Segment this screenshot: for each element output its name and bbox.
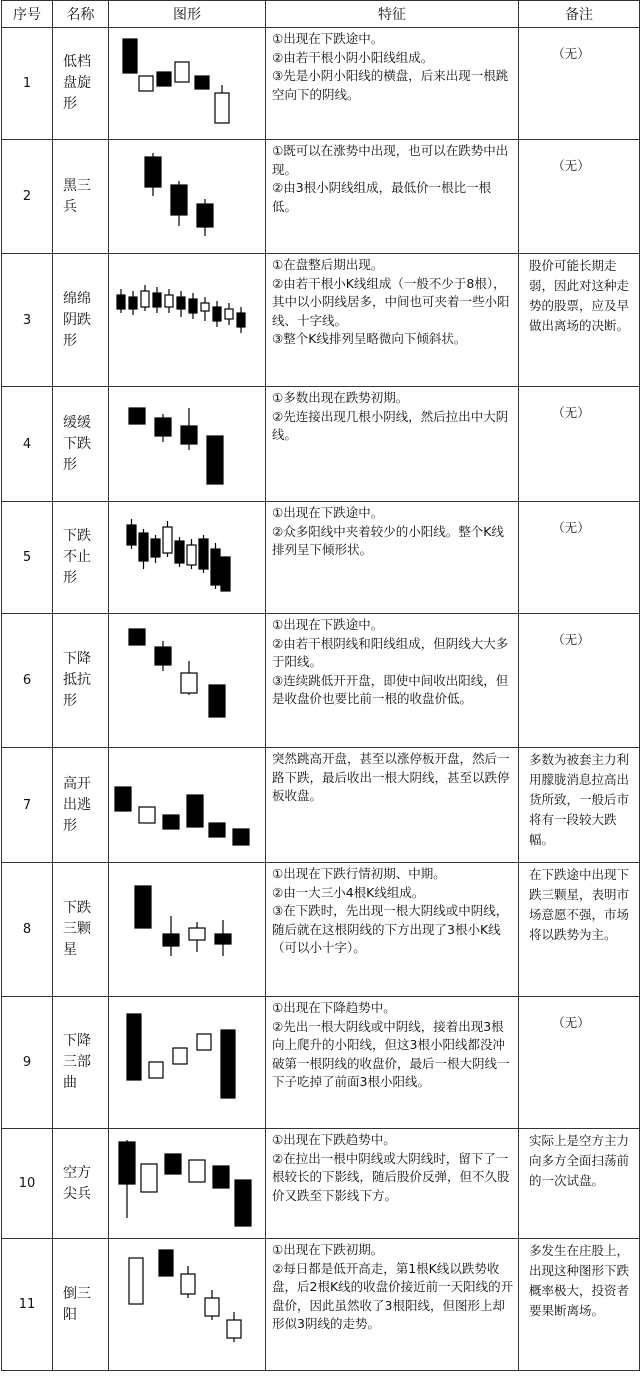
bearish-candle <box>155 647 171 665</box>
pattern-name-cell <box>53 748 109 863</box>
pattern-name-cell <box>53 1129 109 1239</box>
features-cell <box>266 748 519 863</box>
note-text: （无） <box>552 158 590 173</box>
bearish-candle <box>153 293 161 307</box>
bullish-candle <box>197 1034 211 1050</box>
features-cell <box>266 140 519 254</box>
bullish-candle <box>225 309 233 319</box>
row-number: 8 <box>2 863 53 997</box>
pattern-row <box>2 863 640 997</box>
feature-line: ②先出一根大阴线或中阴线，接着出现3根向上爬升的小阳线，但这3根小阳线都没冲破第一根阴线的收盘价，最后一根大阴线一下子吃掉了前面3根小阳线。 <box>272 1018 510 1089</box>
features-cell <box>266 1239 519 1371</box>
bullish-candle <box>141 291 149 307</box>
pattern-name: 黑三兵 <box>63 177 91 215</box>
figure-cell <box>109 863 266 997</box>
bearish-candle <box>127 1014 141 1080</box>
feature-line: ②在拉出一根中阴线或大阴线时，留下了一根较长的下影线，随后股价反弹，但不久股价又跌至下影线下方。 <box>272 1150 510 1203</box>
bullish-candle <box>215 93 229 123</box>
bullish-candle <box>165 295 173 307</box>
bearish-candle <box>237 313 245 327</box>
pattern-name-cell <box>53 1239 109 1371</box>
note-text: 在下跌途中出现下跌三颗星，表明市场意愿不强，市场将以跌势为主。 <box>529 867 630 942</box>
feature-line: ③整个K线排列呈略微向下倾斜状。 <box>272 331 467 346</box>
bullish-candle <box>163 527 172 553</box>
bearish-candle <box>123 39 137 73</box>
bearish-candle <box>187 795 203 827</box>
feature-line: 突然跳高开盘，甚至以涨停板开盘，然后一路下跌，最后收出一根大阴线，甚至以跌停板收盘。 <box>272 751 510 803</box>
bullish-candle <box>227 1320 241 1338</box>
pattern-name: 高开出逃形 <box>63 775 91 834</box>
features-cell <box>266 387 519 502</box>
figure-cell <box>109 614 266 748</box>
note-text: 多发生在庄股上，出现这种图形下跌概率极大，投资者要果断离场。 <box>529 1243 630 1318</box>
bearish-candle <box>209 685 225 717</box>
features-cell <box>266 997 519 1129</box>
pattern-name: 下跌三颗星 <box>63 900 91 958</box>
figure-cell <box>109 254 266 387</box>
row-number: 4 <box>2 387 53 502</box>
feature-line: ②由3根小阴线组成，最低价一根比一根低。 <box>272 180 492 214</box>
row-number: 3 <box>2 254 53 387</box>
note-text: （无） <box>552 405 590 420</box>
bearish-candle <box>213 307 221 321</box>
feature-line: ①既可以在涨势中出现，也可以在跌势中出现。 <box>272 143 509 177</box>
pattern-name: 下降抵抗形 <box>63 651 91 709</box>
notes-cell <box>519 1129 640 1239</box>
pattern-name: 下降三部曲 <box>63 1033 91 1091</box>
feature-line: ③连续跳低开开盘，即使中间收出阳线，但是收盘价也要比前一根的收盘价低。 <box>272 672 509 706</box>
header-features: 特征 <box>266 1 519 28</box>
row-number: 1 <box>2 28 53 140</box>
pattern-name-cell <box>53 140 109 254</box>
features-cell <box>266 614 519 748</box>
feature-line: ②众多阳线中夹着较少的小阳线。整个K线排列呈下倾形状。 <box>272 523 504 557</box>
bearish-candle <box>139 533 148 561</box>
candlestick-figure <box>109 615 264 747</box>
note-text: 实际上是空方主力向多方全面扫荡前的一次试盘。 <box>529 1133 630 1188</box>
pattern-name-cell <box>53 28 109 140</box>
notes-cell <box>519 748 640 863</box>
bearish-candle <box>119 1142 135 1184</box>
bearish-candle <box>157 72 171 86</box>
bearish-candle <box>207 436 223 484</box>
pattern-name: 低档盘旋形 <box>63 54 91 112</box>
bullish-candle <box>205 1298 219 1316</box>
bearish-candle <box>197 204 213 227</box>
figure-cell <box>109 748 266 863</box>
bullish-candle <box>139 807 155 823</box>
bearish-candle <box>177 297 185 309</box>
pattern-row <box>2 502 640 614</box>
notes-cell <box>519 997 640 1129</box>
feature-line: ③先是小阴小阳线的横盘，后来出现一根跳空向下的阴线。 <box>272 68 509 102</box>
candlestick-figure <box>109 388 264 501</box>
note-text: 多数为被套主力利用朦胧消息拉高出货所致，一般后市将有一段较大跌幅。 <box>529 752 630 847</box>
notes-cell <box>519 140 640 254</box>
pattern-name: 缓缓下跌形 <box>63 414 91 473</box>
features-cell <box>266 28 519 140</box>
bearish-candle <box>175 541 184 563</box>
bullish-candle <box>129 1258 143 1304</box>
bearish-candle <box>129 297 137 309</box>
pattern-name-cell <box>53 387 109 502</box>
row-number: 7 <box>2 748 53 863</box>
note-text: （无） <box>552 520 590 535</box>
candlestick-figure <box>109 255 264 386</box>
pattern-row <box>2 140 640 254</box>
row-number: 5 <box>2 502 53 614</box>
bearish-candle <box>155 418 171 436</box>
notes-cell <box>519 614 640 748</box>
feature-line: ①出现在下跌途中。 <box>272 31 384 46</box>
header-figure: 图形 <box>109 1 266 28</box>
figure-cell <box>109 387 266 502</box>
figure-cell <box>109 140 266 254</box>
pattern-row <box>2 1239 640 1371</box>
row-number: 9 <box>2 997 53 1129</box>
feature-line: ①出现在下跌初期。 <box>272 1242 384 1257</box>
candlestick-figure <box>109 1130 264 1238</box>
figure-cell <box>109 1239 266 1371</box>
bearish-candle <box>189 299 197 313</box>
bullish-candle <box>149 1062 163 1078</box>
candlestick-figure <box>109 998 264 1128</box>
candlestick-figure <box>109 749 264 862</box>
header-name: 名称 <box>53 1 109 28</box>
feature-line: ①出现在下跌途中。 <box>272 505 384 520</box>
figure-cell <box>109 502 266 614</box>
features-cell <box>266 502 519 614</box>
pattern-name-cell <box>53 997 109 1129</box>
pattern-name: 下跌不止形 <box>63 528 91 586</box>
pattern-name: 倒三阳 <box>63 1285 91 1323</box>
pattern-name-cell <box>53 614 109 748</box>
notes-cell <box>519 1239 640 1371</box>
bullish-candle <box>141 1164 157 1192</box>
feature-line: ②由若干根小阴小阳线组成。 <box>272 49 434 65</box>
feature-line: ①出现在下降趋势中。 <box>272 1000 396 1015</box>
bearish-candle <box>235 1180 251 1226</box>
bearish-candle <box>233 829 249 845</box>
bearish-candle <box>127 525 136 545</box>
pattern-row <box>2 997 640 1129</box>
bullish-candle <box>173 1048 187 1064</box>
bearish-candle <box>129 408 145 424</box>
bearish-candle <box>213 1166 229 1188</box>
header-no: 序号 <box>2 1 53 28</box>
candlestick-figure <box>109 29 264 139</box>
bearish-candle <box>163 815 179 829</box>
feature-line: ②由若干根阴线和阳线组成，但阴线大大多于阳线。 <box>272 635 509 669</box>
candlestick-figure <box>109 864 264 996</box>
bullish-candle <box>181 673 197 693</box>
header-row <box>2 1 640 28</box>
notes-cell <box>519 28 640 140</box>
bearish-candle <box>221 557 230 591</box>
bearish-candle <box>215 934 231 944</box>
bearish-candle <box>211 549 220 585</box>
note-text: （无） <box>552 46 590 61</box>
bearish-candle <box>171 185 187 215</box>
bullish-candle <box>187 545 196 565</box>
feature-line: ①出现在下跌途中。 <box>272 617 384 632</box>
bearish-candle <box>159 1250 173 1276</box>
bullish-candle <box>175 62 189 82</box>
feature-line: ③在下跌时，先出现一根大阴线或中阴线，随后就在这根阴线的下方出现了3根小K线（可以小十字）。 <box>272 903 509 955</box>
features-cell <box>266 254 519 387</box>
bullish-candle <box>181 1274 195 1294</box>
figure-cell <box>109 1129 266 1239</box>
feature-line: ②每日都是低开高走，第1根K线以跌势收盘，后2根K线的收盘价接近前一天阳线的开盘价，因此虽然收了3根阳线，但图形上却形似3阴线的走势。 <box>272 1260 514 1331</box>
bearish-candle <box>209 823 225 837</box>
pattern-name: 空方尖兵 <box>63 1164 91 1202</box>
note-text: （无） <box>552 632 590 647</box>
notes-cell <box>519 254 640 387</box>
pattern-name-cell <box>53 254 109 387</box>
feature-line: ①在盘整后期出现。 <box>272 257 384 272</box>
figure-cell <box>109 997 266 1129</box>
row-number: 10 <box>2 1129 53 1239</box>
pattern-row <box>2 28 640 140</box>
bullish-candle <box>201 303 209 311</box>
pattern-row <box>2 254 640 387</box>
row-number: 6 <box>2 614 53 748</box>
features-cell <box>266 1129 519 1239</box>
feature-line: ②由若干根小K线组成（一般不少于8根），其中以小阴线居多，中间也可夹着一些小阳线、十字线。 <box>272 275 510 328</box>
bearish-candle <box>129 629 145 645</box>
bearish-candle <box>165 1154 181 1174</box>
pattern-row <box>2 748 640 863</box>
header-notes: 备注 <box>519 1 640 28</box>
pattern-name-cell <box>53 863 109 997</box>
feature-line: ①出现在下跌趋势中。 <box>272 1132 396 1147</box>
pattern-row <box>2 387 640 502</box>
pattern-row <box>2 614 640 748</box>
pattern-name-cell <box>53 502 109 614</box>
bearish-candle <box>135 886 151 928</box>
candlestick-figure <box>109 503 264 613</box>
features-cell <box>266 863 519 997</box>
pattern-table <box>1 0 640 1371</box>
bearish-candle <box>163 934 179 946</box>
bearish-candle <box>145 157 161 187</box>
bearish-candle <box>195 76 209 89</box>
bearish-candle <box>199 539 208 569</box>
pattern-name: 绵绵阴跌形 <box>63 290 91 349</box>
feature-line: ②先连接出现几根小阴线，然后拉出中大阴线。 <box>272 408 509 442</box>
feature-line: ①多数出现在跌势初期。 <box>272 390 409 405</box>
bullish-candle <box>189 1160 205 1182</box>
bullish-candle <box>139 76 153 91</box>
feature-line: ②由一大三小4根K线组成。 <box>272 884 425 900</box>
bearish-candle <box>117 295 125 309</box>
bearish-candle <box>115 787 131 811</box>
note-text: 股价可能长期走弱，因此对这种走势的股票，应及早做出离场的决断。 <box>529 258 630 333</box>
candlestick-figure <box>109 141 264 253</box>
bullish-candle <box>189 928 205 940</box>
note-text: （无） <box>552 1015 590 1030</box>
row-number: 2 <box>2 140 53 254</box>
feature-line: ①出现在下跌行情初期、中期。 <box>272 866 446 881</box>
row-number: 11 <box>2 1239 53 1371</box>
bearish-candle <box>221 1030 235 1098</box>
pattern-row <box>2 1129 640 1239</box>
notes-cell <box>519 502 640 614</box>
candlestick-figure <box>109 1240 264 1370</box>
bearish-candle <box>151 539 160 557</box>
notes-cell <box>519 863 640 997</box>
notes-cell <box>519 387 640 502</box>
figure-cell <box>109 28 266 140</box>
bearish-candle <box>181 426 197 444</box>
